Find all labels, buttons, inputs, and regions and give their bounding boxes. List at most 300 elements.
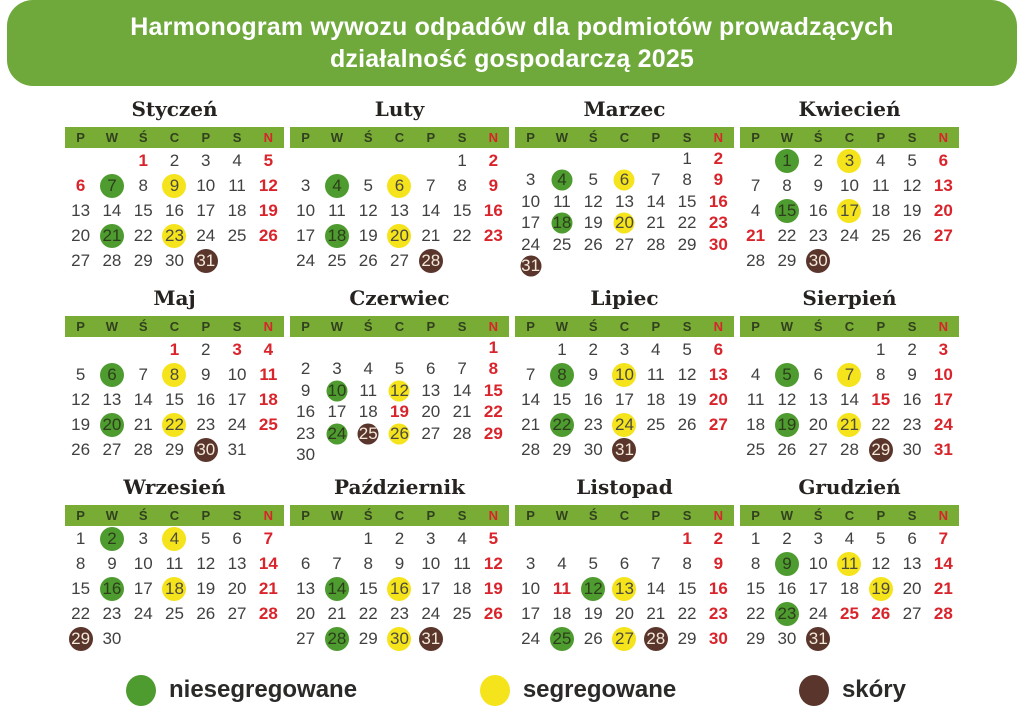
sunday-or-holiday: 25 bbox=[840, 603, 859, 623]
day-cell: 10 bbox=[808, 553, 828, 573]
weekday-label: S bbox=[682, 508, 692, 523]
pickup-day-niesegregowane: 12 bbox=[578, 576, 609, 601]
sunday-or-holiday: 19 bbox=[390, 402, 409, 422]
day-cell: 28 bbox=[646, 234, 666, 254]
weekday-header bbox=[290, 127, 509, 148]
day-cell: 26 bbox=[196, 603, 216, 623]
day-cell: 24 bbox=[521, 628, 541, 648]
weekday-label: N bbox=[938, 319, 949, 334]
weekday-label: P bbox=[876, 508, 886, 523]
weekday-label: P bbox=[201, 508, 211, 523]
day-cell: 27 bbox=[227, 603, 247, 623]
day-cell: 13 bbox=[71, 200, 91, 220]
pickup-day-niesegregowane: 14 bbox=[321, 576, 352, 601]
day-cell: 10 bbox=[133, 553, 153, 573]
day-cell: 20 bbox=[615, 603, 634, 623]
pickup-day-skory: 31 bbox=[803, 626, 834, 651]
day-cell: 18 bbox=[746, 414, 766, 434]
sunday-or-holiday: 10 bbox=[933, 364, 953, 384]
day-cell: 17 bbox=[521, 603, 541, 623]
sunday-or-holiday: 6 bbox=[75, 175, 86, 195]
day-cell: 20 bbox=[902, 578, 922, 598]
weekday-label: Ś bbox=[138, 130, 148, 145]
day-cell: 1 bbox=[876, 339, 886, 359]
weekday-label: P bbox=[751, 508, 760, 523]
day-cell: 4 bbox=[651, 339, 661, 359]
day-cell: 9 bbox=[300, 380, 311, 400]
pickup-day-skory: 30 bbox=[190, 437, 221, 462]
day-cell: 22 bbox=[746, 603, 766, 623]
day-cell: 15 bbox=[677, 191, 697, 211]
day-cell: 11 bbox=[646, 364, 665, 384]
pickup-day-niesegregowane: 18 bbox=[546, 213, 577, 235]
sunday-or-holiday: 23 bbox=[708, 603, 728, 623]
weekday-label: C bbox=[619, 508, 630, 523]
weekday-label: N bbox=[488, 319, 499, 334]
pickup-day-niesegregowane: 8 bbox=[546, 362, 577, 387]
month-calendar bbox=[515, 278, 734, 467]
day-cell: 11 bbox=[746, 389, 765, 409]
weekday-label: P bbox=[76, 319, 85, 334]
page-title-banner bbox=[7, 0, 1017, 86]
weekday-label: W bbox=[330, 319, 344, 334]
pickup-day-niesegregowane: 10 bbox=[321, 380, 352, 402]
pickup-day-niesegregowane: 7 bbox=[96, 173, 127, 198]
day-cell: 29 bbox=[358, 628, 378, 648]
day-cell: 12 bbox=[777, 389, 797, 409]
day-cell: 11 bbox=[359, 380, 378, 400]
pickup-day-skory: 28 bbox=[415, 248, 446, 273]
pickup-day-segregowane: 21 bbox=[834, 412, 865, 437]
pickup-day-niesegregowane: 5 bbox=[771, 362, 802, 387]
day-cell: 23 bbox=[808, 225, 828, 245]
weekday-label: N bbox=[263, 508, 274, 523]
weekday-label: W bbox=[780, 319, 794, 334]
month-calendar bbox=[290, 89, 509, 278]
day-cell: 16 bbox=[165, 200, 184, 220]
pickup-day-segregowane: 20 bbox=[609, 213, 640, 235]
day-cell: 21 bbox=[452, 402, 472, 422]
weekday-label: P bbox=[76, 508, 85, 523]
weekday-header bbox=[740, 505, 959, 526]
month-days bbox=[290, 337, 509, 466]
pickup-day-segregowane: 24 bbox=[609, 412, 640, 437]
sunday-or-holiday: 26 bbox=[258, 225, 278, 245]
day-cell: 16 bbox=[196, 389, 216, 409]
weekday-label: C bbox=[394, 319, 405, 334]
pickup-day-niesegregowane: 23 bbox=[771, 601, 802, 626]
weekday-label: S bbox=[682, 319, 692, 334]
weekday-label: P bbox=[301, 130, 310, 145]
sunday-or-holiday: 21 bbox=[933, 578, 953, 598]
pickup-day-niesegregowane: 18 bbox=[321, 223, 352, 248]
sunday-or-holiday: 13 bbox=[933, 175, 953, 195]
sunday-or-holiday: 1 bbox=[488, 337, 499, 357]
day-cell: 8 bbox=[682, 170, 692, 190]
weekday-header bbox=[290, 505, 509, 526]
pickup-day-segregowane: 26 bbox=[384, 423, 415, 445]
day-cell: 9 bbox=[907, 364, 917, 384]
weekday-label: Ś bbox=[138, 319, 148, 334]
empty-cell bbox=[515, 148, 546, 170]
day-cell: 3 bbox=[813, 528, 823, 548]
sunday-or-holiday: 6 bbox=[938, 150, 949, 170]
day-cell: 19 bbox=[677, 389, 697, 409]
day-cell: 18 bbox=[552, 603, 572, 623]
day-cell: 2 bbox=[300, 359, 311, 379]
weekday-label: N bbox=[713, 508, 724, 523]
day-cell: 13 bbox=[615, 191, 634, 211]
weekday-label: W bbox=[105, 130, 119, 145]
day-cell: 19 bbox=[583, 213, 603, 233]
month-title: Styczeń bbox=[131, 97, 218, 121]
month-title: Luty bbox=[374, 97, 425, 121]
weekday-label: P bbox=[876, 319, 886, 334]
legend-label: segregowane bbox=[522, 676, 677, 703]
day-cell: 12 bbox=[583, 191, 603, 211]
day-cell: 23 bbox=[296, 423, 316, 443]
sunday-or-holiday: 7 bbox=[263, 528, 274, 548]
day-cell: 13 bbox=[421, 380, 441, 400]
day-cell: 29 bbox=[133, 250, 153, 270]
day-cell: 14 bbox=[646, 578, 666, 598]
day-cell: 17 bbox=[421, 578, 441, 598]
legend-item bbox=[126, 675, 357, 706]
day-cell: 27 bbox=[421, 423, 441, 443]
pickup-day-segregowane: 11 bbox=[834, 551, 865, 576]
weekday-label: P bbox=[426, 508, 436, 523]
day-cell: 29 bbox=[677, 628, 697, 648]
weekday-label: N bbox=[488, 508, 499, 523]
day-cell: 23 bbox=[102, 603, 122, 623]
weekday-label: C bbox=[169, 508, 180, 523]
weekday-label: C bbox=[844, 130, 855, 145]
sunday-or-holiday: 23 bbox=[483, 225, 503, 245]
weekday-header bbox=[65, 316, 284, 337]
pickup-day-niesegregowane: 2 bbox=[96, 526, 127, 551]
sunday-or-holiday: 9 bbox=[713, 553, 724, 573]
day-cell: 9 bbox=[588, 364, 598, 384]
weekday-label: P bbox=[301, 319, 310, 334]
day-cell: 15 bbox=[552, 389, 572, 409]
empty-cell bbox=[321, 337, 352, 359]
empty-cell bbox=[546, 526, 577, 551]
sunday-or-holiday: 26 bbox=[483, 603, 503, 623]
month-title: Kwiecień bbox=[798, 97, 901, 121]
day-cell: 24 bbox=[196, 225, 216, 245]
empty-cell bbox=[771, 337, 802, 362]
day-cell: 25 bbox=[165, 603, 184, 623]
day-cell: 4 bbox=[363, 359, 373, 379]
day-cell: 2 bbox=[394, 528, 405, 548]
day-cell: 30 bbox=[902, 439, 922, 459]
month-title: Marzec bbox=[583, 97, 666, 121]
sunday-or-holiday: 16 bbox=[483, 200, 503, 220]
day-cell: 6 bbox=[813, 364, 823, 384]
weekday-header bbox=[65, 505, 284, 526]
day-cell: 6 bbox=[619, 553, 630, 573]
day-cell: 1 bbox=[682, 148, 692, 168]
sunday-or-holiday: 3 bbox=[232, 339, 242, 359]
weekday-label: P bbox=[76, 130, 85, 145]
day-cell: 31 bbox=[227, 439, 247, 459]
month-days bbox=[515, 148, 734, 277]
day-cell: 13 bbox=[902, 553, 922, 573]
day-cell: 3 bbox=[619, 339, 630, 359]
day-cell: 17 bbox=[133, 578, 153, 598]
month-title: Sierpień bbox=[802, 286, 897, 310]
empty-cell bbox=[290, 148, 321, 173]
weekday-header bbox=[65, 127, 284, 148]
day-cell: 4 bbox=[876, 150, 886, 170]
day-cell: 2 bbox=[907, 339, 917, 359]
day-cell: 21 bbox=[133, 414, 153, 434]
pickup-day-skory: 29 bbox=[865, 437, 896, 462]
empty-cell bbox=[640, 148, 671, 170]
month-title: Październik bbox=[333, 475, 465, 499]
day-cell: 28 bbox=[840, 439, 859, 459]
weekday-header bbox=[515, 127, 734, 148]
empty-cell bbox=[290, 526, 321, 551]
weekday-label: W bbox=[780, 508, 794, 523]
legend-color-dot-icon bbox=[126, 675, 156, 706]
day-cell: 20 bbox=[227, 578, 247, 598]
day-cell: 6 bbox=[232, 528, 242, 548]
weekday-label: Ś bbox=[813, 130, 823, 145]
pickup-day-niesegregowane: 25 bbox=[546, 626, 577, 651]
day-cell: 21 bbox=[646, 213, 666, 233]
pickup-day-segregowane: 9 bbox=[159, 173, 190, 198]
day-cell: 26 bbox=[902, 225, 922, 245]
month-days bbox=[515, 337, 734, 462]
day-cell: 14 bbox=[521, 389, 541, 409]
month-days bbox=[740, 148, 959, 273]
day-cell: 21 bbox=[421, 225, 441, 245]
sunday-or-holiday: 6 bbox=[713, 339, 724, 359]
month-days bbox=[290, 148, 509, 273]
day-cell: 18 bbox=[871, 200, 891, 220]
day-cell: 14 bbox=[133, 389, 153, 409]
pickup-day-segregowane: 12 bbox=[384, 380, 415, 402]
sunday-or-holiday: 16 bbox=[708, 191, 728, 211]
weekday-label: S bbox=[457, 130, 467, 145]
day-cell: 11 bbox=[328, 200, 346, 220]
day-cell: 26 bbox=[583, 628, 603, 648]
page-title-line2: działalność gospodarczą 2025 bbox=[329, 45, 695, 73]
day-cell: 13 bbox=[102, 389, 122, 409]
weekday-label: C bbox=[619, 130, 630, 145]
day-cell: 28 bbox=[452, 423, 472, 443]
day-cell: 25 bbox=[552, 234, 572, 254]
sunday-or-holiday: 2 bbox=[713, 528, 724, 548]
day-cell: 7 bbox=[651, 170, 661, 190]
sunday-or-holiday: 26 bbox=[871, 603, 891, 623]
day-cell: 2 bbox=[169, 150, 180, 170]
day-cell: 5 bbox=[363, 175, 373, 195]
pickup-day-niesegregowane: 22 bbox=[546, 412, 577, 437]
pickup-day-niesegregowane: 21 bbox=[96, 223, 127, 248]
pickup-day-segregowane: 10 bbox=[609, 362, 640, 387]
empty-cell bbox=[384, 337, 415, 359]
sunday-or-holiday: 1 bbox=[138, 150, 148, 170]
empty-cell bbox=[740, 337, 771, 362]
day-cell: 7 bbox=[332, 553, 342, 573]
day-cell: 13 bbox=[390, 200, 409, 220]
day-cell: 24 bbox=[808, 603, 828, 623]
day-cell: 15 bbox=[358, 578, 378, 598]
sunday-or-holiday: 17 bbox=[933, 389, 953, 409]
day-cell: 19 bbox=[583, 603, 603, 623]
weekday-label: W bbox=[330, 508, 344, 523]
month-days bbox=[740, 337, 959, 462]
legend bbox=[0, 670, 1024, 710]
day-cell: 4 bbox=[750, 364, 761, 384]
day-cell: 14 bbox=[421, 200, 441, 220]
empty-cell bbox=[578, 526, 609, 551]
day-cell: 2 bbox=[201, 339, 211, 359]
day-cell: 18 bbox=[840, 578, 859, 598]
month-days bbox=[290, 526, 509, 651]
weekday-label: Ś bbox=[363, 508, 373, 523]
day-cell: 13 bbox=[808, 389, 828, 409]
day-cell: 5 bbox=[876, 528, 886, 548]
empty-cell bbox=[353, 337, 384, 359]
sunday-or-holiday: 13 bbox=[708, 364, 728, 384]
weekday-label: Ś bbox=[588, 130, 598, 145]
weekday-label: W bbox=[555, 130, 569, 145]
day-cell: 21 bbox=[327, 603, 347, 623]
day-cell: 27 bbox=[102, 439, 122, 459]
day-cell: 17 bbox=[327, 402, 347, 422]
day-cell: 8 bbox=[876, 364, 886, 384]
legend-label: skóry bbox=[841, 676, 906, 703]
day-cell: 23 bbox=[390, 603, 409, 623]
day-cell: 10 bbox=[196, 175, 216, 195]
weekday-label: N bbox=[488, 130, 499, 145]
day-cell: 12 bbox=[71, 389, 91, 409]
day-cell: 13 bbox=[296, 578, 316, 598]
empty-cell bbox=[515, 337, 546, 362]
day-cell: 3 bbox=[525, 170, 536, 190]
day-cell: 26 bbox=[677, 414, 697, 434]
sunday-or-holiday: 14 bbox=[258, 553, 278, 573]
weekday-label: C bbox=[844, 319, 855, 334]
sunday-or-holiday: 18 bbox=[258, 389, 278, 409]
weekday-label: C bbox=[619, 319, 630, 334]
sunday-or-holiday: 25 bbox=[258, 414, 278, 434]
day-cell: 30 bbox=[777, 628, 797, 648]
day-cell: 4 bbox=[844, 528, 855, 548]
day-cell: 19 bbox=[358, 225, 378, 245]
weekday-label: P bbox=[651, 508, 661, 523]
day-cell: 9 bbox=[394, 553, 405, 573]
empty-cell bbox=[353, 148, 384, 173]
day-cell: 30 bbox=[583, 439, 603, 459]
pickup-day-skory: 31 bbox=[415, 626, 446, 651]
sunday-or-holiday: 16 bbox=[708, 578, 728, 598]
day-cell: 10 bbox=[296, 200, 316, 220]
day-cell: 7 bbox=[525, 364, 536, 384]
day-cell: 8 bbox=[682, 553, 692, 573]
day-cell: 28 bbox=[521, 439, 541, 459]
month-title: Czerwiec bbox=[349, 286, 450, 310]
sunday-or-holiday: 29 bbox=[483, 423, 503, 443]
weekday-label: P bbox=[651, 319, 661, 334]
month-calendar bbox=[740, 467, 959, 656]
sunday-or-holiday: 15 bbox=[871, 389, 891, 409]
month-calendar bbox=[740, 89, 959, 278]
day-cell: 23 bbox=[902, 414, 922, 434]
weekday-label: P bbox=[201, 130, 211, 145]
pickup-day-skory: 30 bbox=[803, 248, 834, 273]
pickup-day-segregowane: 6 bbox=[609, 170, 640, 192]
pickup-day-niesegregowane: 6 bbox=[96, 362, 127, 387]
pickup-day-skory: 31 bbox=[515, 256, 546, 278]
day-cell: 5 bbox=[682, 339, 692, 359]
day-cell: 19 bbox=[71, 414, 91, 434]
day-cell: 28 bbox=[133, 439, 153, 459]
day-cell: 19 bbox=[196, 578, 216, 598]
day-cell: 3 bbox=[201, 150, 211, 170]
day-cell: 18 bbox=[452, 578, 472, 598]
weekday-label: S bbox=[457, 319, 467, 334]
day-cell: 7 bbox=[138, 364, 148, 384]
day-cell: 26 bbox=[71, 439, 91, 459]
sunday-or-holiday: 2 bbox=[713, 148, 724, 168]
day-cell: 16 bbox=[583, 389, 603, 409]
day-cell: 17 bbox=[808, 578, 828, 598]
month-calendar bbox=[65, 278, 284, 467]
day-cell: 24 bbox=[227, 414, 247, 434]
weekday-label: S bbox=[457, 508, 467, 523]
day-cell: 8 bbox=[782, 175, 792, 195]
day-cell: 8 bbox=[138, 175, 148, 195]
weekday-label: Ś bbox=[813, 508, 823, 523]
day-cell: 5 bbox=[201, 528, 211, 548]
weekday-label: N bbox=[938, 508, 949, 523]
day-cell: 11 bbox=[871, 175, 890, 195]
sunday-or-holiday: 28 bbox=[258, 603, 278, 623]
day-cell: 3 bbox=[525, 553, 536, 573]
day-cell: 25 bbox=[227, 225, 247, 245]
day-cell: 24 bbox=[421, 603, 441, 623]
day-cell: 18 bbox=[227, 200, 247, 220]
day-cell: 3 bbox=[138, 528, 148, 548]
empty-cell bbox=[96, 337, 127, 362]
month-title: Maj bbox=[153, 286, 196, 310]
day-cell: 22 bbox=[133, 225, 153, 245]
day-cell: 18 bbox=[646, 389, 666, 409]
day-cell: 9 bbox=[813, 175, 823, 195]
day-cell: 1 bbox=[750, 528, 761, 548]
sunday-or-holiday: 5 bbox=[488, 528, 499, 548]
weekday-label: N bbox=[713, 319, 724, 334]
month-days bbox=[65, 148, 284, 273]
sunday-or-holiday: 24 bbox=[933, 414, 953, 434]
day-cell: 1 bbox=[457, 150, 467, 170]
pickup-day-segregowane: 3 bbox=[834, 148, 865, 173]
day-cell: 22 bbox=[871, 414, 891, 434]
empty-cell bbox=[546, 148, 577, 170]
sunday-or-holiday: 19 bbox=[483, 578, 503, 598]
sunday-or-holiday: 4 bbox=[263, 339, 274, 359]
empty-cell bbox=[578, 148, 609, 170]
sunday-or-holiday: 1 bbox=[682, 528, 692, 548]
day-cell: 13 bbox=[227, 553, 247, 573]
weekday-label: S bbox=[907, 130, 917, 145]
weekday-label: P bbox=[751, 130, 760, 145]
pickup-day-segregowane: 6 bbox=[384, 173, 415, 198]
